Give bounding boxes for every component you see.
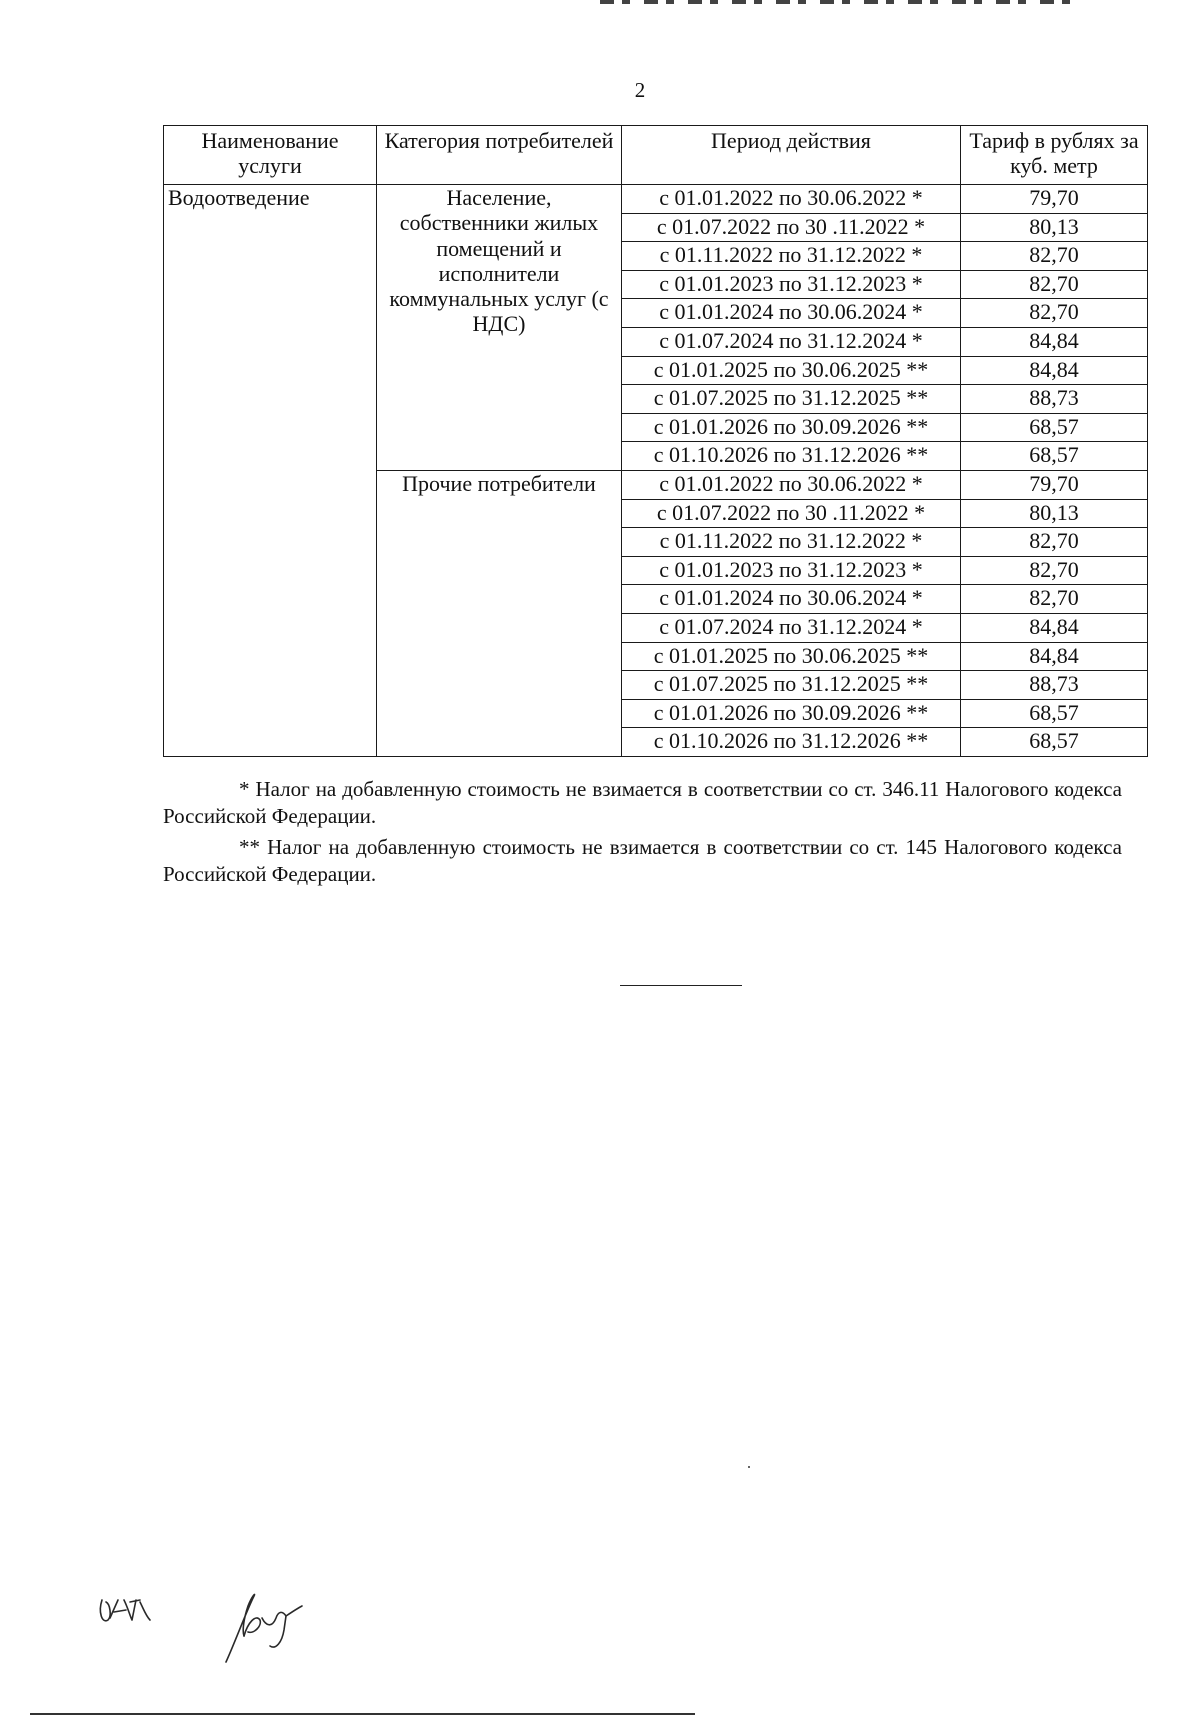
tariff-cell: 84,84 (961, 327, 1148, 356)
end-of-text-rule (620, 985, 742, 986)
scan-artifact (600, 0, 1080, 4)
period-cell: с 01.11.2022 по 31.12.2022 * (622, 242, 961, 271)
period-cell: с 01.07.2024 по 31.12.2024 * (622, 327, 961, 356)
tariff-cell: 68,57 (961, 699, 1148, 728)
tariff-cell: 88,73 (961, 671, 1148, 700)
tariff-cell: 84,84 (961, 356, 1148, 385)
period-cell: с 01.01.2022 по 30.06.2022 * (622, 470, 961, 499)
period-cell: с 01.01.2025 по 30.06.2025 ** (622, 642, 961, 671)
bottom-scan-line (30, 1713, 695, 1715)
tariff-cell: 79,70 (961, 185, 1148, 214)
period-cell: с 01.11.2022 по 31.12.2022 * (622, 528, 961, 557)
tariff-cell: 82,70 (961, 299, 1148, 328)
period-cell: с 01.01.2026 по 30.09.2026 ** (622, 413, 961, 442)
tariff-cell: 82,70 (961, 528, 1148, 557)
period-cell: с 01.01.2025 по 30.06.2025 ** (622, 356, 961, 385)
tariff-cell: 82,70 (961, 270, 1148, 299)
header-category: Категория потребителей (377, 126, 622, 185)
header-tariff: Тариф в рублях за куб. метр (961, 126, 1148, 185)
period-cell: с 01.07.2022 по 30 .11.2022 * (622, 499, 961, 528)
tariff-cell: 82,70 (961, 242, 1148, 271)
footnote-vat-145: ** Налог на добавленную стоимость не взимается в соответствии со ст. 145 Налогового кодекса Российской Федерации. (163, 834, 1122, 886)
tariff-cell: 80,13 (961, 499, 1148, 528)
footnotes (163, 776, 1122, 891)
period-cell: с 01.10.2026 по 31.12.2026 ** (622, 728, 961, 757)
period-cell: с 01.01.2023 по 31.12.2023 * (622, 270, 961, 299)
period-cell: с 01.01.2024 по 30.06.2024 * (622, 299, 961, 328)
header-period: Период действия (622, 126, 961, 185)
period-cell: с 01.07.2025 по 31.12.2025 ** (622, 671, 961, 700)
tariff-cell: 79,70 (961, 470, 1148, 499)
period-cell: с 01.07.2022 по 30 .11.2022 * (622, 213, 961, 242)
tariff-cell: 68,57 (961, 442, 1148, 471)
category-cell-other: Прочие потребители (377, 470, 622, 756)
period-cell: с 01.01.2026 по 30.09.2026 ** (622, 699, 961, 728)
period-cell: с 01.07.2024 по 31.12.2024 * (622, 613, 961, 642)
tariff-cell: 68,57 (961, 413, 1148, 442)
period-cell: с 01.01.2022 по 30.06.2022 * (622, 185, 961, 214)
tariff-table (163, 125, 1148, 757)
category-cell-population: Население, собственники жилых помещений и исполнители коммунальных услуг (с НДС) (377, 185, 622, 471)
tariff-cell: 82,70 (961, 556, 1148, 585)
handwritten-signature (96, 1590, 326, 1690)
page-number: 2 (634, 78, 646, 102)
tariff-cell: 88,73 (961, 385, 1148, 414)
tariff-cell: 84,84 (961, 613, 1148, 642)
tariff-cell: 82,70 (961, 585, 1148, 614)
tariff-cell: 84,84 (961, 642, 1148, 671)
table-header-row (164, 126, 1148, 185)
period-cell: с 01.10.2026 по 31.12.2026 ** (622, 442, 961, 471)
period-cell: с 01.01.2024 по 30.06.2024 * (622, 585, 961, 614)
scan-speck (748, 1466, 750, 1468)
footnote-vat-346: * Налог на добавленную стоимость не взимается в соответствии со ст. 346.11 Налогового кодекса Российской Федерации. (163, 777, 1122, 829)
service-name-cell: Водоотведение (164, 185, 377, 757)
table-row (164, 185, 1148, 214)
period-cell: с 01.01.2023 по 31.12.2023 * (622, 556, 961, 585)
period-cell: с 01.07.2025 по 31.12.2025 ** (622, 385, 961, 414)
tariff-cell: 80,13 (961, 213, 1148, 242)
header-service: Наименование услуги (164, 126, 377, 185)
tariff-cell: 68,57 (961, 728, 1148, 757)
